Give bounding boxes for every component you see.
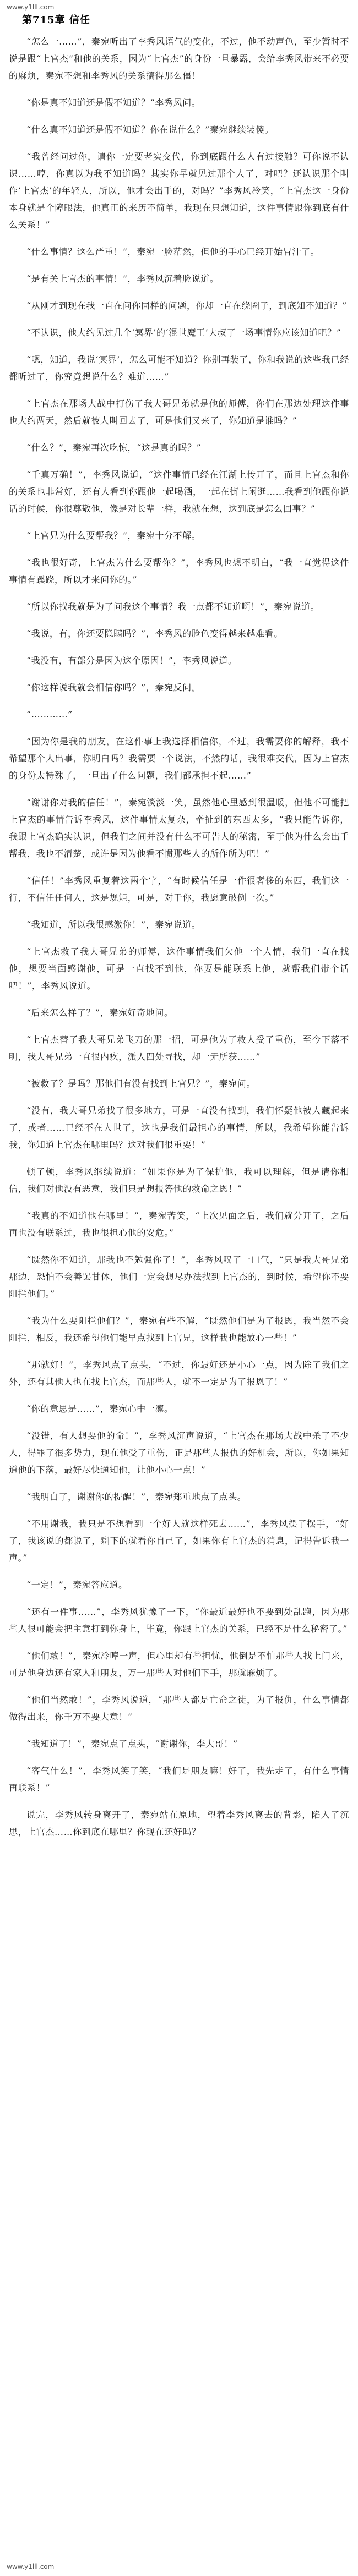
paragraph: “既然你不知道，那我也不勉强你了！”，李秀风叹了一口气，“只是我大哥兄弟那边，恐怕不会善罢甘休，他们一定会想尽办法找到上官杰的，到时候，希望你不要阻拦他们。” [9,1254,349,1299]
paragraph: “上官杰在那场大战中打伤了我大哥兄弟就是他的师傅，你们在那边处理这件事也大约两天，然后就被人叫回去了，可是他们又来了，你知道是谁吗？” [9,398,349,426]
paragraph: “从刚才到现在我一直在问你同样的问题，你却一直在绕圈子，到底知不知道？” [26,300,347,311]
paragraph: “你的意思是……”，秦宛心中一凛。 [26,1404,173,1414]
paragraph: “我没有，有部分是因为这个原因！”，李秀风说道。 [26,655,237,666]
paragraph: “他们敢！”，秦宛冷哼一声，但心里却有些担忧，他倒是不怕那些人找上门来，可是他身边还有家人和朋友，万一那些人对他们下手，那就麻烦了。 [9,1651,349,1678]
paragraph: “所以你找我就是为了问我这个事情？我一点都不知道啊！”，秦宛说道。 [26,601,320,612]
paragraph: “你这样说我就会相信你吗？”，秦宛反问。 [26,682,201,693]
paragraph: “我曾经问过你，请你一定要老实交代，你到底跟什么人有过接触？可你说不认识……哼，你真以为我不知道吗？其实你早就见过那个人了，对吧？还认识那个叫作‘上官杰’的年轻人，所以，他才会出手的，对吗？”李秀风冷笑，“上官杰这一身份本身就是个障眼法，他真正的来历不简单，我现在只想知道，这件事情跟你到底有什么关系！” [9,151,349,230]
paragraph: “谢谢你对我的信任！”，秦宛淡淡一笑，虽然他心里感到很温暖，但他不可能把上官杰的事情告诉李秀风，这件事情太复杂，牵扯到的东西太多，“我只能告诉你，我跟上官杰确实认识，但我们之间并没有什么不可告人的秘密，至于他为什么会出手帮我，我也不清楚，或许是因为他看不惯那些人的所作所为吧！” [9,797,349,859]
paragraph: “信任！”李秀风重复着这两个字，“有时候信任是一件很奢侈的东西，我们这一行，不信任任何人，这是规矩，可是，对于你，我愿意破例一次。” [9,875,349,903]
paragraph: “你是真不知道还是假不知道？”李秀风问。 [26,97,201,108]
paragraph: “我为什么要阻拦他们？”，秦宛有些不解，“既然他们是为了报恩，我当然不会阻拦，相反，我还希望他们能早点找到上官兄，这样我也能放心一些！” [9,1316,349,1343]
paragraph: “不认识，他大约见过几个‘冥界’的‘混世魔王’大叔了一场事情你应该知道吧？” [26,327,341,338]
paragraph: “是有关上官杰的事情！”，李秀风沉着脸说道。 [26,273,219,284]
paragraph: 说完，李秀风转身离开了，秦宛站在原地，望着李秀风离去的背影，陷入了沉思，上官杰……你到底在哪里？你现在还好吗？ [9,1810,349,1837]
paragraph: “上官杰替了我大哥兄弟飞刀的那一招，可是他为了救人受了重伤，至今下落不明，我大哥兄弟一直很内疚，派人四处寻找，却一无所获……” [9,1034,349,1062]
paragraph: “那就好！”，李秀风点了点头，“不过，你最好还是小心一点，因为除了我们之外，还有其他人也在找上官杰，而那些人，就不一定是为了报恩了！” [9,1360,349,1387]
paragraph: “因为你是我的朋友，在这件事上我选择相信你，不过，我需要你的解释，我不希望那个人出事，你明白吗？我需要一个说法，不然的话，我很难交代，因为上官杰的身份太特殊了，一旦出了什么问题，我们都承担不起……” [9,736,349,781]
paragraph: “上官兄为什么要帮我？”，秦宛十分不解。 [26,530,201,541]
paragraph: “我明白了，谢谢你的提醒！”，秦宛郑重地点了点头。 [26,1492,247,1502]
paragraph: “我也很好奇，上官杰为什么要帮你？”，李秀风也想不明白，“我一直觉得这件事情有蹊跷，所以才来问你的。” [9,557,349,585]
paragraph: “没有，我大哥兄弟找了很多地方，可是一直没有找到，我们怀疑他被人藏起来了，或者……已经不在人世了，这也是我们最担心的事情，所以，我希望你能告诉我，你知道上官杰在哪里吗？这对我们很重要！” [9,1105,349,1150]
paragraph: “他们当然敢！”，李秀风说道，“那些人都是亡命之徒，为了报仇，什么事情都做得出来，你千万不要大意！” [9,1695,349,1722]
paragraph: “上官杰救了我大哥兄弟的师傅，这件事情我们欠他一个人情，我们一直在找他，想要当面感谢他，可是一直找不到他，你要是能联系上他，就帮我们带个话吧！”，李秀风说道。 [9,946,349,991]
paragraph: “…………” [26,709,73,720]
paragraph: “还有一件事……”，李秀风犹豫了一下，“你最近最好也不要到处乱跑，因为那些人很可能会把主意打到你身上，毕竟，你跟上官杰的关系，已经不是什么秘密了。” [9,1607,349,1634]
paragraph: “我知道了！”，秦宛点了点头，“谢谢你，李大哥！” [26,1739,238,1749]
site-watermark-bottom: www.y1lll.com [7,2563,55,2570]
paragraph: “嗯，知道，我说‘冥界’，怎么可能不知道？你别再装了，你和我说的这些我已经都听过了，你究竟想说什么？难道……” [9,354,349,382]
paragraph: “后来怎么样了？”，秦宛好奇地问。 [26,1007,173,1018]
chapter-body [9,33,349,2557]
paragraph: “千真万确！”，李秀风说道，“这件事情已经在江湖上传开了，而且上官杰和你的关系也非常好，还有人看到你跟他一起喝酒，一起在街上闲逛……我看到他跟你说话的时候，你很尊敬他，像是对长辈一样，我就在想，这到底是怎么回事？” [9,469,349,514]
paragraph: 顿了顿，李秀风继续说道：“如果你是为了保护他，我可以理解，但是请你相信，我们对他没有恶意，我们只是想报答他的救命之恩！” [9,1166,349,1194]
paragraph: “不用谢我，我只是不想看到一个好人就这样死去……”，李秀风摆了摆手，“好了，我该说的都说了，剩下的就看你自己了，如果你有上官杰的消息，记得告诉我一声。” [9,1519,349,1563]
paragraph: “什么真不知道还是假不知道？你在说什么？”秦宛继续装傻。 [26,124,274,135]
paragraph: “我说，有，你还要隐瞒吗？”，李秀风的脸色变得越来越难看。 [26,628,283,639]
paragraph: “什么事情？这么严重！”，秦宛一脸茫然，但他的手心已经开始冒汗了。 [26,246,320,257]
paragraph: “怎么一……”，秦宛听出了李秀风语气的变化，不过，他不动声色，至少暂时不说是跟“上官杰”和他的关系，因为“上官杰”的身份一旦暴露，会给李秀风带来不必要的麻烦，秦宛不想和李秀风的关系搞得那么僵！ [9,36,349,81]
chapter-title: 第715章 信任 [22,14,90,26]
paragraph: “客气什么！”，李秀风笑了笑，“我们是朋友嘛！好了，我先走了，有什么事情再联系！” [9,1766,349,1793]
paragraph: “一定！”，秦宛答应道。 [26,1580,128,1590]
paragraph: “什么？”，秦宛再次吃惊，“这是真的吗？” [26,442,202,453]
paragraph: “我真的不知道他在哪里！”，秦宛苦笑，“上次见面之后，我们就分开了，之后再也没有联系过，我也很担心他的安危。” [9,1210,349,1238]
paragraph: “被救了？是吗？那他们有没有找到上官兄？”，秦宛问。 [26,1078,256,1089]
site-watermark-top: www.y1lll.com [7,3,55,11]
paragraph: “没错，有人想要他的命！”，李秀风沉声说道，“上官杰在那场大战中杀了不少人，得罪了很多势力，现在他受了重伤，正是那些人报仇的好机会，所以，你如果知道他的下落，最好尽快通知他，让他小心一点！” [9,1430,349,1475]
paragraph: “我知道，所以我很感激你！”，秦宛说道。 [26,919,201,930]
